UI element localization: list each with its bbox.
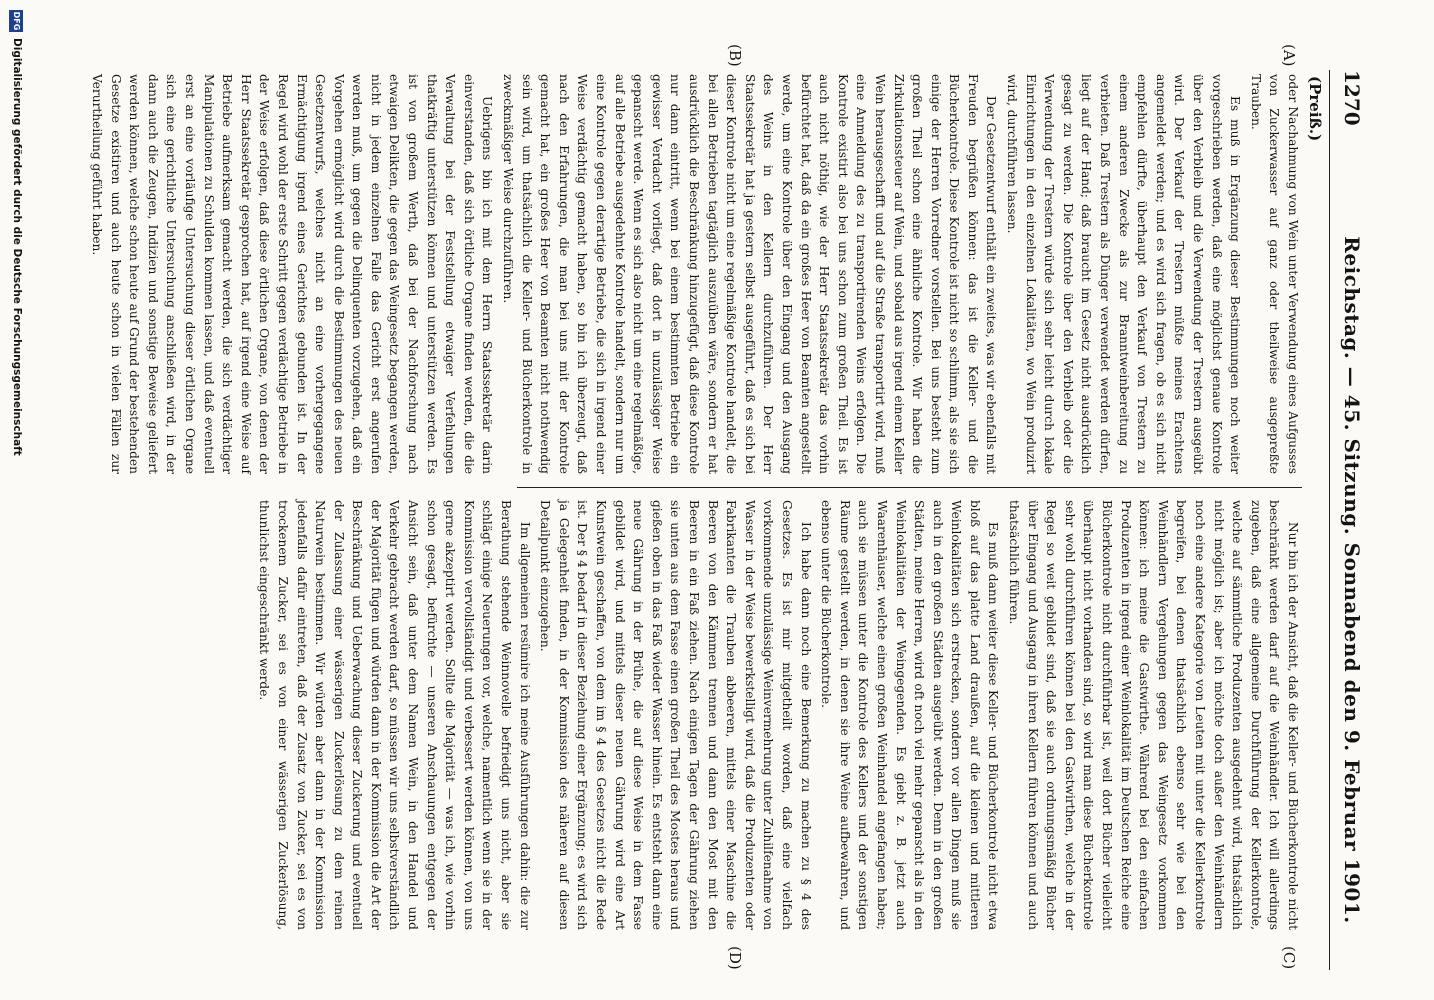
left-paragraph: Der Gesetzentwurf enthält ein zweites, was wir ebenfalls mit Freuden begrüßen können: das ist die Keller- und die Bücherkontrole. Diese Kontrole ist nicht so schlimm, als sie sich einige der Herren Vorredner vorstellen. Bei uns besteht zum großen Theil schon eine ähnliche Kontrole. Wir haben die Zirkulationssteuer auf Wein, und sobald aus irgend einem Keller Wein herausgeschafft und auf die Straße transportirt wird, muß eine Anmeldung des zu transportirenden Weins erfolgen. Die Kontrole existirt also bei uns schon zum großen Theil. Es ist auch nicht nöthig, wie der Herr Staatssekretär das vorhin befürchtet hat, daß da ein großes Heer von Beamten angestellt werde, um eine Kontrole über den Eingang und den Ausgang des Weins in den Kellern durchzuführen. Der Herr Staatssekretär hat ja gestern selbst ausgeführt, daß es sich bei dieser Kontrole nicht um eine regelmäßige Kontrole handelt, die bei allen Betrieben tagtäglich auszuüben wäre, sondern er hat ausdrücklich die Beschränkung hinzugefügt, daß diese Kontrole nur dann eintritt, wenn bei einem bestimmten Betriebe ein gewisser Verdacht vorliegt, daß dort in unzulässiger Weise gepanscht werde. Wenn es sich also nicht um eine regelmäßige, auf alle Betriebe ausgedehnte Kontrole handelt, sondern nur um eine Kontrole gegen derartige Betriebe, die sich in irgend einer Weise verdächtig gemacht haben, so bin ich überzeugt, daß nach den Erfahrungen, die man bei uns mit der Kontrole gemacht hat, ein großes Heer von Beamten nicht nothwendig sein wird, um thatsächlich die Keller- und Bücherkontrole in zweckmäßiger Weise durchzuführen. bbox=[501, 74, 999, 474]
speaker-name: (Preiß.) bbox=[1306, 76, 1324, 142]
footer bbox=[4, 10, 26, 990]
right-paragraph: Es muß dann weiter diese Keller- und Bücherkontrole nicht etwa bloß auf das platte Land draußen, auf die kleinen und mittleren Weinlokalitäten sich erstrecken, sondern vor allen Dingen muß sie auch in den großen Städten ausgeübt werden. Denn in den großen Städten, meine Herren, wird oft noch viel mehr gepanscht als in den Weinlokalitäten der Weingegenden. Es giebt z. B. jetzt auch Waarenhäuser, welche einen großen Weinhandel angefangen haben; auch sie müssen unter die Kontrole des Kellers und der sonstigen Räume gestellt werden, in denen sie ihre Weine aufbewahren, und ebenso unter die Bücherkontrole. bbox=[819, 500, 1001, 930]
margin-marker-a: (A) bbox=[1280, 44, 1298, 67]
left-paragraph: Uebrigens bin ich mit dem Herrn Staatssekretär darin einverstanden, daß sich örtliche Organe finden werden, die die Verwaltung bei der Feststellung etwaiger Verfehlungen thatkräftig unterstützen können und unterstützen werden. Es ist von großem Werth, daß bei der Nachforschung nach etwaigen Delikten, die gegen das Weingesetz begangen werden, nicht in jedem einzelnen Falle das Gericht erst angerufen werden muß, um gegen die Delinquenten vorzugehen, daß ein Vorgehen ermöglicht wird durch die Bestimmungen des neuen Gesetzentwurfs, welches nicht an eine vorhergegangene Ermächtigung irgend eines Gerichtes gebunden ist. In der Regel wird wohl der erste Schritt gegen verdächtige Betriebe in der Weise erfolgen, daß diese örtlichen Organe, von denen der Herr Staatssekretär gesprochen hat, auf irgend eine Weise auf Betriebe aufmerksam gemacht werden, die sich verdächtiger Manipulationen zu Schulden kommen lassen, und daß eventuell erst an eine vorläufige Untersuchung dieser örtlichen Organe sich eine gerichtliche Untersuchung anschließen wird, in der dann auch die Zeugen, Indizien und sonstige Beweise geliefert werden können, welche schon heute auf Grund der bestehenden Gesetze existiren und auch heute schon in vielen Fällen zur Verurtheilung geführt haben. bbox=[90, 74, 495, 474]
right-paragraph: Nur bin ich der Ansicht, daß die Keller- und Bücherkontrole nicht beschränkt werden darf auf die Weinhändler. Ich will allerdings zugeben, daß eine allgemeine Durchführung der Kellerkontrole, welche auf sämmtliche Produzenten ausgedehnt wird, thatsächlich nicht möglich ist; aber ich möchte doch außer den Weinhändlern noch eine andere Kategorie von Leuten mit unter die Kellerkontrole begreifen, bei denen thatsächlich ebenso sehr wie bei den Weinhändlern Vergehungen gegen das Weingesetz vorkommen können: ich meine die Gastwirthe. Während bei den einfachen Produzenten in irgend einer Weinlokalität im Deutschen Reiche eine Bücherkontrole nicht durchführbar ist, weil dort Bücher vielleicht überhaupt nicht vorhanden sind, so wird man diese Bücherkontrole sehr wohl durchführen können bei den Gastwirthen, welche in der Regel so weit gebildet sind, daß sie auch ordnungsmäßig Bücher über Eingang und Ausgang in ihren Kellern führen können und auch thatsächlich führen. bbox=[1007, 500, 1300, 930]
page-number: 1270 bbox=[1340, 70, 1364, 126]
footer-credit: Digitalisierung gefördert durch die Deutsche Forschungsgemeinschaft bbox=[11, 38, 23, 456]
left-column bbox=[90, 74, 1302, 474]
column-divider bbox=[517, 487, 1302, 488]
page-header bbox=[1328, 40, 1368, 970]
left-paragraph: Es muß in Ergänzung dieser Bestimmungen noch weiter vorgeschrieben werden, daß eine möglichst genaue Kontrole über den Verbleib und die Verwendung der Trestern ausgeübt wird. Der Verkauf der Trestern müßte meines Erachtens angemeldet werden; und es wird sich fragen, ob es sich nicht empfehlen dürfte, überhaupt den Verkauf von Trestern zu einem anderen Zwecke als zur Branntweinbereitung zu verbieten. Daß Trestern als Dünger verwendet werden dürfen, liegt auf der Hand; daß braucht im Gesetz nicht ausdrücklich gesagt zu werden. Die Kontrole über den Verbleib oder die Verwendung der Trestern würde sich sehr leicht durch lokale Einrichtungen in den einzelnen Lokalitäten, wo Wein produzirt wird, durchführen lassen. bbox=[1005, 74, 1243, 474]
right-paragraph: Im allgemeinen resümire ich meine Ausführungen dahin: die zur Berathung stehende Weinnovelle befriedigt uns nicht, aber sie schlägt einige Neuerungen vor, welche, namentlich wenn sie in der Kommission vervollständigt und verbessert werden können, von uns gerne akzeptirt werden. Sollte die Majorität — was ich, wie vorhin schon gesagt, befürchte — unseren Anschauungen entgegen der Ansicht sein, daß unter dem Namen Wein, in den Handel und Verkehr gebracht werden darf, so müssen wir uns selbstverständlich der Majorität fügen und würden dann in der Kommission die Art der Beschränkung und Ueberwachung dieser Zuckerung und eventuell der Zulassung einer wässerigen Zuckerlösung zu dem reinen Naturwein bestimmen. Wir würden aber dann in der Kommission jedenfalls dafür eintreten, daß der Zusatz von Zucker, sei es von trockenem Zucker, sei es von einer wässerigen Zuckerlösung, thunlichst eingeschränkt werde. bbox=[257, 500, 532, 930]
dfg-logo-icon: DFG bbox=[9, 10, 23, 32]
left-paragraph: oder Nachahmung von Wein unter Verwendung eines Aufgusses von Zuckerwasser auf ganz oder theilweise ausgepreßte Trauben. bbox=[1248, 74, 1300, 474]
header-rule bbox=[1329, 70, 1330, 970]
right-column bbox=[257, 500, 1302, 930]
margin-marker-c: (C) bbox=[1280, 946, 1298, 970]
margin-marker-b: (B) bbox=[726, 44, 744, 67]
right-paragraph: Ich habe dann noch eine Bemerkung zu machen zu § 4 des Gesetzes. Es ist mir mitgetheilt worden, daß eine vielfach vorkommende unzulässige Weinvermehrung unter Zuhilfenahme von Wasser in der Weise bewerkstelligt wird, daß die Produzenten oder Fabrikanten die Trauben abbeeren, mittels einer Maschine die Beeren von den Kämmen trennen und dann den Most mit den Beeren in ein Faß ziehen. Nach einigen Tagen der Gährung ziehen sie unten aus dem Fasse einen großen Theil des Mostes heraus und gießen oben in das Faß wieder Wasser hinein. Es entsteht dann eine neue Gährung in der Brühe, die auf diese Weise in dem Fasse gebildet wird, und mittels dieser neuen Gährung wird eine Art Kunstwein geschaffen, von dem im § 4 des Gesetzes nicht die Rede ist. Der § 4 bedarf in dieser Beziehung einer Ergänzung; es wird sich ja Gelegenheit finden, in der Kommission des näheren auf diesen Detailpunkt einzugehen. bbox=[538, 500, 813, 930]
margin-marker-d: (D) bbox=[726, 946, 744, 970]
page-title: Reichstag. — 45. Sitzung. Sonnabend den 9. Februar 1901. bbox=[1340, 236, 1364, 924]
